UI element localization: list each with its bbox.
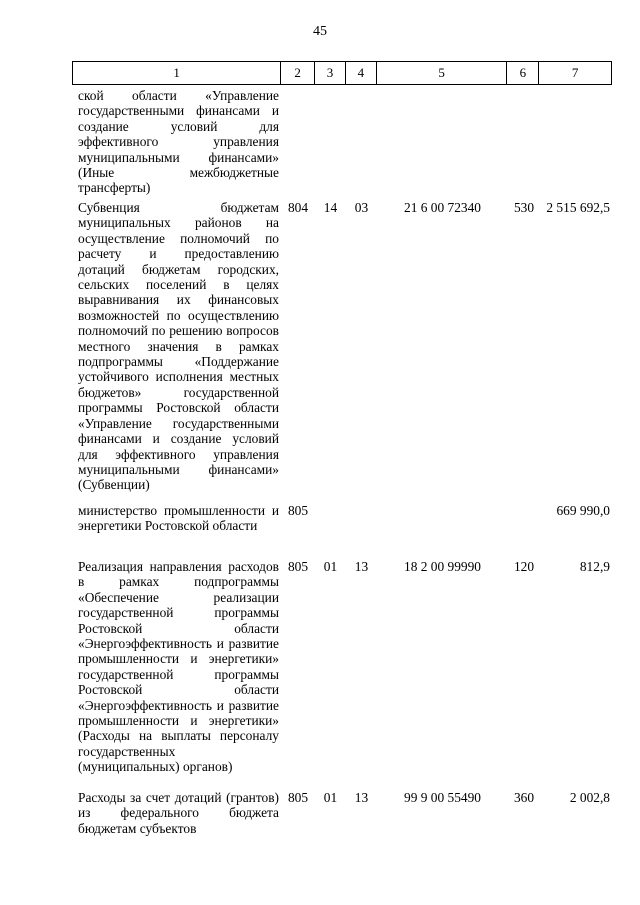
row-sum: 2 002,8 [569, 790, 610, 805]
table-header [72, 61, 612, 85]
row-csr [377, 503, 508, 559]
row-sum: 812,9 [579, 559, 610, 574]
header-col-7: 7 [571, 65, 579, 80]
row-description: министерство промышленности и энергетики Ростовской области [78, 503, 279, 534]
row-rz [315, 503, 346, 559]
row-pr [346, 88, 377, 200]
row-pr: 13 [354, 790, 369, 805]
row-pr: 13 [354, 559, 369, 574]
header-col-3: 3 [315, 62, 346, 84]
row-rz: 01 [323, 790, 338, 805]
row-description: Расходы за счет дотаций (грантов) из федерального бюджета бюджетам субъектов [78, 790, 279, 836]
page-number: 45 [313, 24, 327, 39]
row-pr: 03 [354, 200, 369, 215]
row-sum: 2 515 692,5 [546, 200, 610, 215]
row-vr [508, 88, 540, 200]
header-col-4: 4 [346, 62, 377, 84]
row-description: ской области «Управление государственными финансами и создание условий для эффективного управления муниципальными финансами» (Иные межбюджетные трансферты) [78, 88, 279, 196]
table-row [72, 559, 612, 790]
header-col-6: 6 [507, 62, 539, 84]
table-row [72, 88, 612, 200]
table-row [72, 503, 612, 559]
row-description: Реализация направления расходов в рамках подпрограммы «Обеспечение реализации государственной программы Ростовской области «Энергоэффективность и развитие промышленности и энергетики» государственной программы Ростовской области «Энергоэффективность и развитие промышленности и энергетики» (Расходы на выплаты персоналу государственных (муниципальных) органов) [78, 559, 279, 775]
row-rz [315, 88, 346, 200]
row-ved: 805 [287, 559, 309, 574]
row-ved: 805 [287, 503, 309, 518]
row-sum: 669 990,0 [556, 503, 610, 518]
row-vr: 360 [513, 790, 535, 805]
row-vr: 530 [513, 200, 535, 215]
row-vr [508, 503, 540, 559]
row-description: Субвенция бюджетам муниципальных районов на осуществление полномочий по расчету и предоставлению дотаций бюджетам городских, сельских поселений в целях выравнивания их финансовых возможностей по осуществлению полномочий по решению вопросов местного значения в рамках подпрограммы «Поддержание устойчивого исполнения местных бюджетов» государственной программы Ростовской области «Управление государственными финансами и создание условий для эффективного управления муниципальными финансами» (Субвенции) [78, 200, 279, 493]
row-rz: 14 [323, 200, 338, 215]
header-col-1: 1 [73, 62, 281, 84]
row-ved [281, 88, 315, 200]
header-col-5: 5 [377, 62, 508, 84]
row-ved: 804 [287, 200, 309, 215]
row-csr: 99 9 00 55490 [404, 790, 481, 805]
row-vr: 120 [513, 559, 535, 574]
row-csr [377, 88, 508, 200]
header-col-2: 2 [281, 62, 315, 84]
row-rz: 01 [323, 559, 338, 574]
row-csr: 18 2 00 99990 [404, 559, 481, 574]
table-body [72, 88, 612, 850]
row-csr: 21 6 00 72340 [404, 200, 481, 215]
table-row [72, 790, 612, 850]
table-row [72, 200, 612, 503]
row-pr [346, 503, 377, 559]
row-ved: 805 [287, 790, 309, 805]
row-sum [540, 88, 612, 200]
